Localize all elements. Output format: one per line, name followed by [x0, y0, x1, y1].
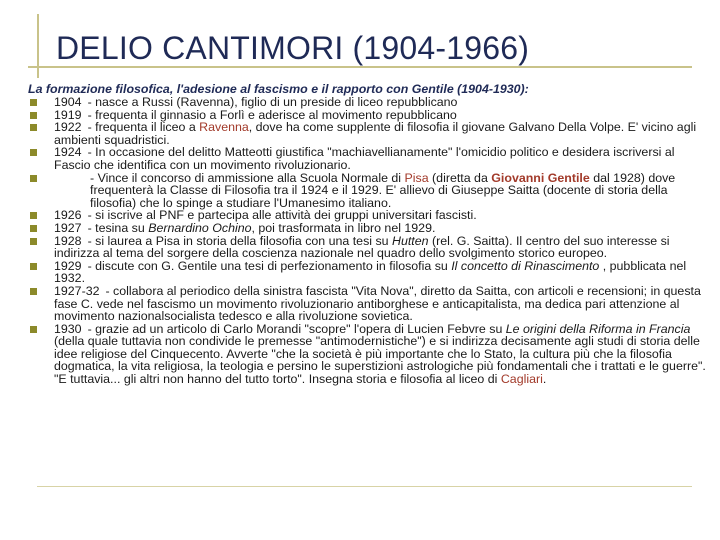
item-year: 1926 — [54, 208, 82, 223]
item-text-cont: . — [542, 372, 547, 387]
list-item — [28, 172, 708, 210]
work-title: Le origini della Riforma in Francia — [505, 321, 691, 336]
item-year: 1904 — [54, 95, 82, 109]
section-subtitle: La formazione filosofica, l'adesione al fascismo e il rapporto con Gentile (1904-1930): — [28, 82, 529, 96]
square-bullet-icon — [30, 175, 37, 182]
item-year: 1924 — [54, 145, 82, 160]
square-bullet-icon — [30, 212, 37, 219]
item-text-cont: dal 1928) dove frequenterà la Classe di Filosofia tra il 1924 e il 1929. E' allievo di Giuseppe Saitta (docente di storia della filosofia) che lo spinge a studiare l'Umanesimo italiano. — [90, 170, 676, 210]
place-link[interactable]: Cagliari — [500, 372, 543, 387]
item-year: 1927-32 — [54, 283, 100, 298]
item-year: 1922 — [54, 120, 82, 135]
item-text: - si laurea a Pisa in storia della filosofia con una tesi su — [87, 233, 392, 248]
square-bullet-icon — [30, 124, 37, 131]
list-item — [28, 235, 708, 260]
item-text: - tesina su — [87, 220, 149, 235]
item-text-cont: (rel. G. Saitta). Il centro del suo interesse si indirizza al tema del sorgere della coscienza nazionale nel quadro dello svolgimento storico europeo. — [54, 233, 670, 261]
item-text: - frequenta il ginnasio a Forlì e aderisce al movimento repubblicano — [87, 107, 457, 122]
item-text: - In occasione del delitto Matteotti giustifica "machiavellianamente" l'omicidio politico e desidera iscriversi al Fascio che identifica con un movimento rivoluzionario. — [54, 145, 675, 172]
square-bullet-icon — [30, 263, 37, 270]
item-text: - frequenta il liceo a — [87, 120, 200, 135]
list-item — [28, 323, 708, 386]
list-item — [28, 121, 708, 146]
list-item — [28, 146, 708, 171]
item-text: - nasce a Russi (Ravenna), figlio di un preside di liceo repubblicano — [87, 95, 458, 109]
item-text: - Vince il concorso di ammissione alla Scuola Normale di — [90, 170, 405, 185]
person-link[interactable]: Giovanni Gentile — [491, 170, 590, 185]
work-title: Hutten — [392, 233, 429, 248]
item-year: 1928 — [54, 233, 82, 248]
biography-list — [28, 96, 708, 386]
item-text: - discute con G. Gentile una tesi di perfezionamento in filosofia su — [87, 258, 452, 273]
place-link[interactable]: Pisa — [404, 170, 429, 185]
item-text-mid: (diretta da — [428, 170, 492, 185]
item-text: - si iscrive al PNF e partecipa alle attività dei gruppi universitari fascisti. — [87, 208, 477, 223]
item-text: - grazie ad un articolo di Carlo Morandi "scopre" l'opera di Lucien Febvre su — [87, 321, 506, 336]
square-bullet-icon — [30, 238, 37, 245]
list-item — [28, 285, 708, 323]
item-year: 1930 — [54, 321, 82, 336]
item-text-cont: , pubblicata nel 1932. — [54, 258, 687, 286]
square-bullet-icon — [30, 149, 37, 156]
item-year: 1929 — [54, 258, 82, 273]
decorative-bottom-rule — [37, 486, 692, 487]
item-text-cont: , dove ha come supplente di filosofia il giovane Galvano Della Volpe. E' vicino agli ambienti squadristici. — [54, 120, 697, 147]
item-year: 1927 — [54, 220, 82, 235]
square-bullet-icon — [30, 326, 37, 333]
list-item — [28, 260, 708, 285]
square-bullet-icon — [30, 112, 37, 119]
page-title: DELIO CANTIMORI (1904-1966) — [56, 30, 530, 66]
decorative-vertical-rule — [37, 14, 39, 78]
work-title: Bernardino Ochino — [148, 220, 252, 235]
item-text-mid: (della quale tuttavia non condivide le premesse "antimodernistiche") e si indirizza decisamente agli studi di storia delle idee religiose del Cinquecento. Avverte "che la società è più importante che lo Stato, la cultura più che la filosofia dogmatica, la vita religiosa, la teologia e persino le superstizioni astrologiche più fondamentali che i trattati e le guerre". "E tuttavia... gli altri non hanno del tutto torto". Insegna storia e filosofia al liceo di — [54, 334, 706, 387]
item-text-cont: , poi trasformata in libro nel 1929. — [251, 220, 436, 235]
item-text: - collabora al periodico della sinistra fascista "Vita Nova", diretto da Saitta, con articoli e recensioni; in questa fase C. vede nel fascismo un movimento rivoluzionario antiborghese e anticapitalista, ma dedica pari attenzione al movimento nazionalsocialista tedesco e alla rivoluzione sovietica. — [54, 283, 701, 324]
square-bullet-icon — [30, 225, 37, 232]
work-title: Il concetto di Rinascimento — [451, 258, 600, 273]
item-year: 1919 — [54, 107, 82, 122]
place-link[interactable]: Ravenna — [199, 120, 249, 135]
square-bullet-icon — [30, 99, 37, 106]
square-bullet-icon — [30, 288, 37, 295]
